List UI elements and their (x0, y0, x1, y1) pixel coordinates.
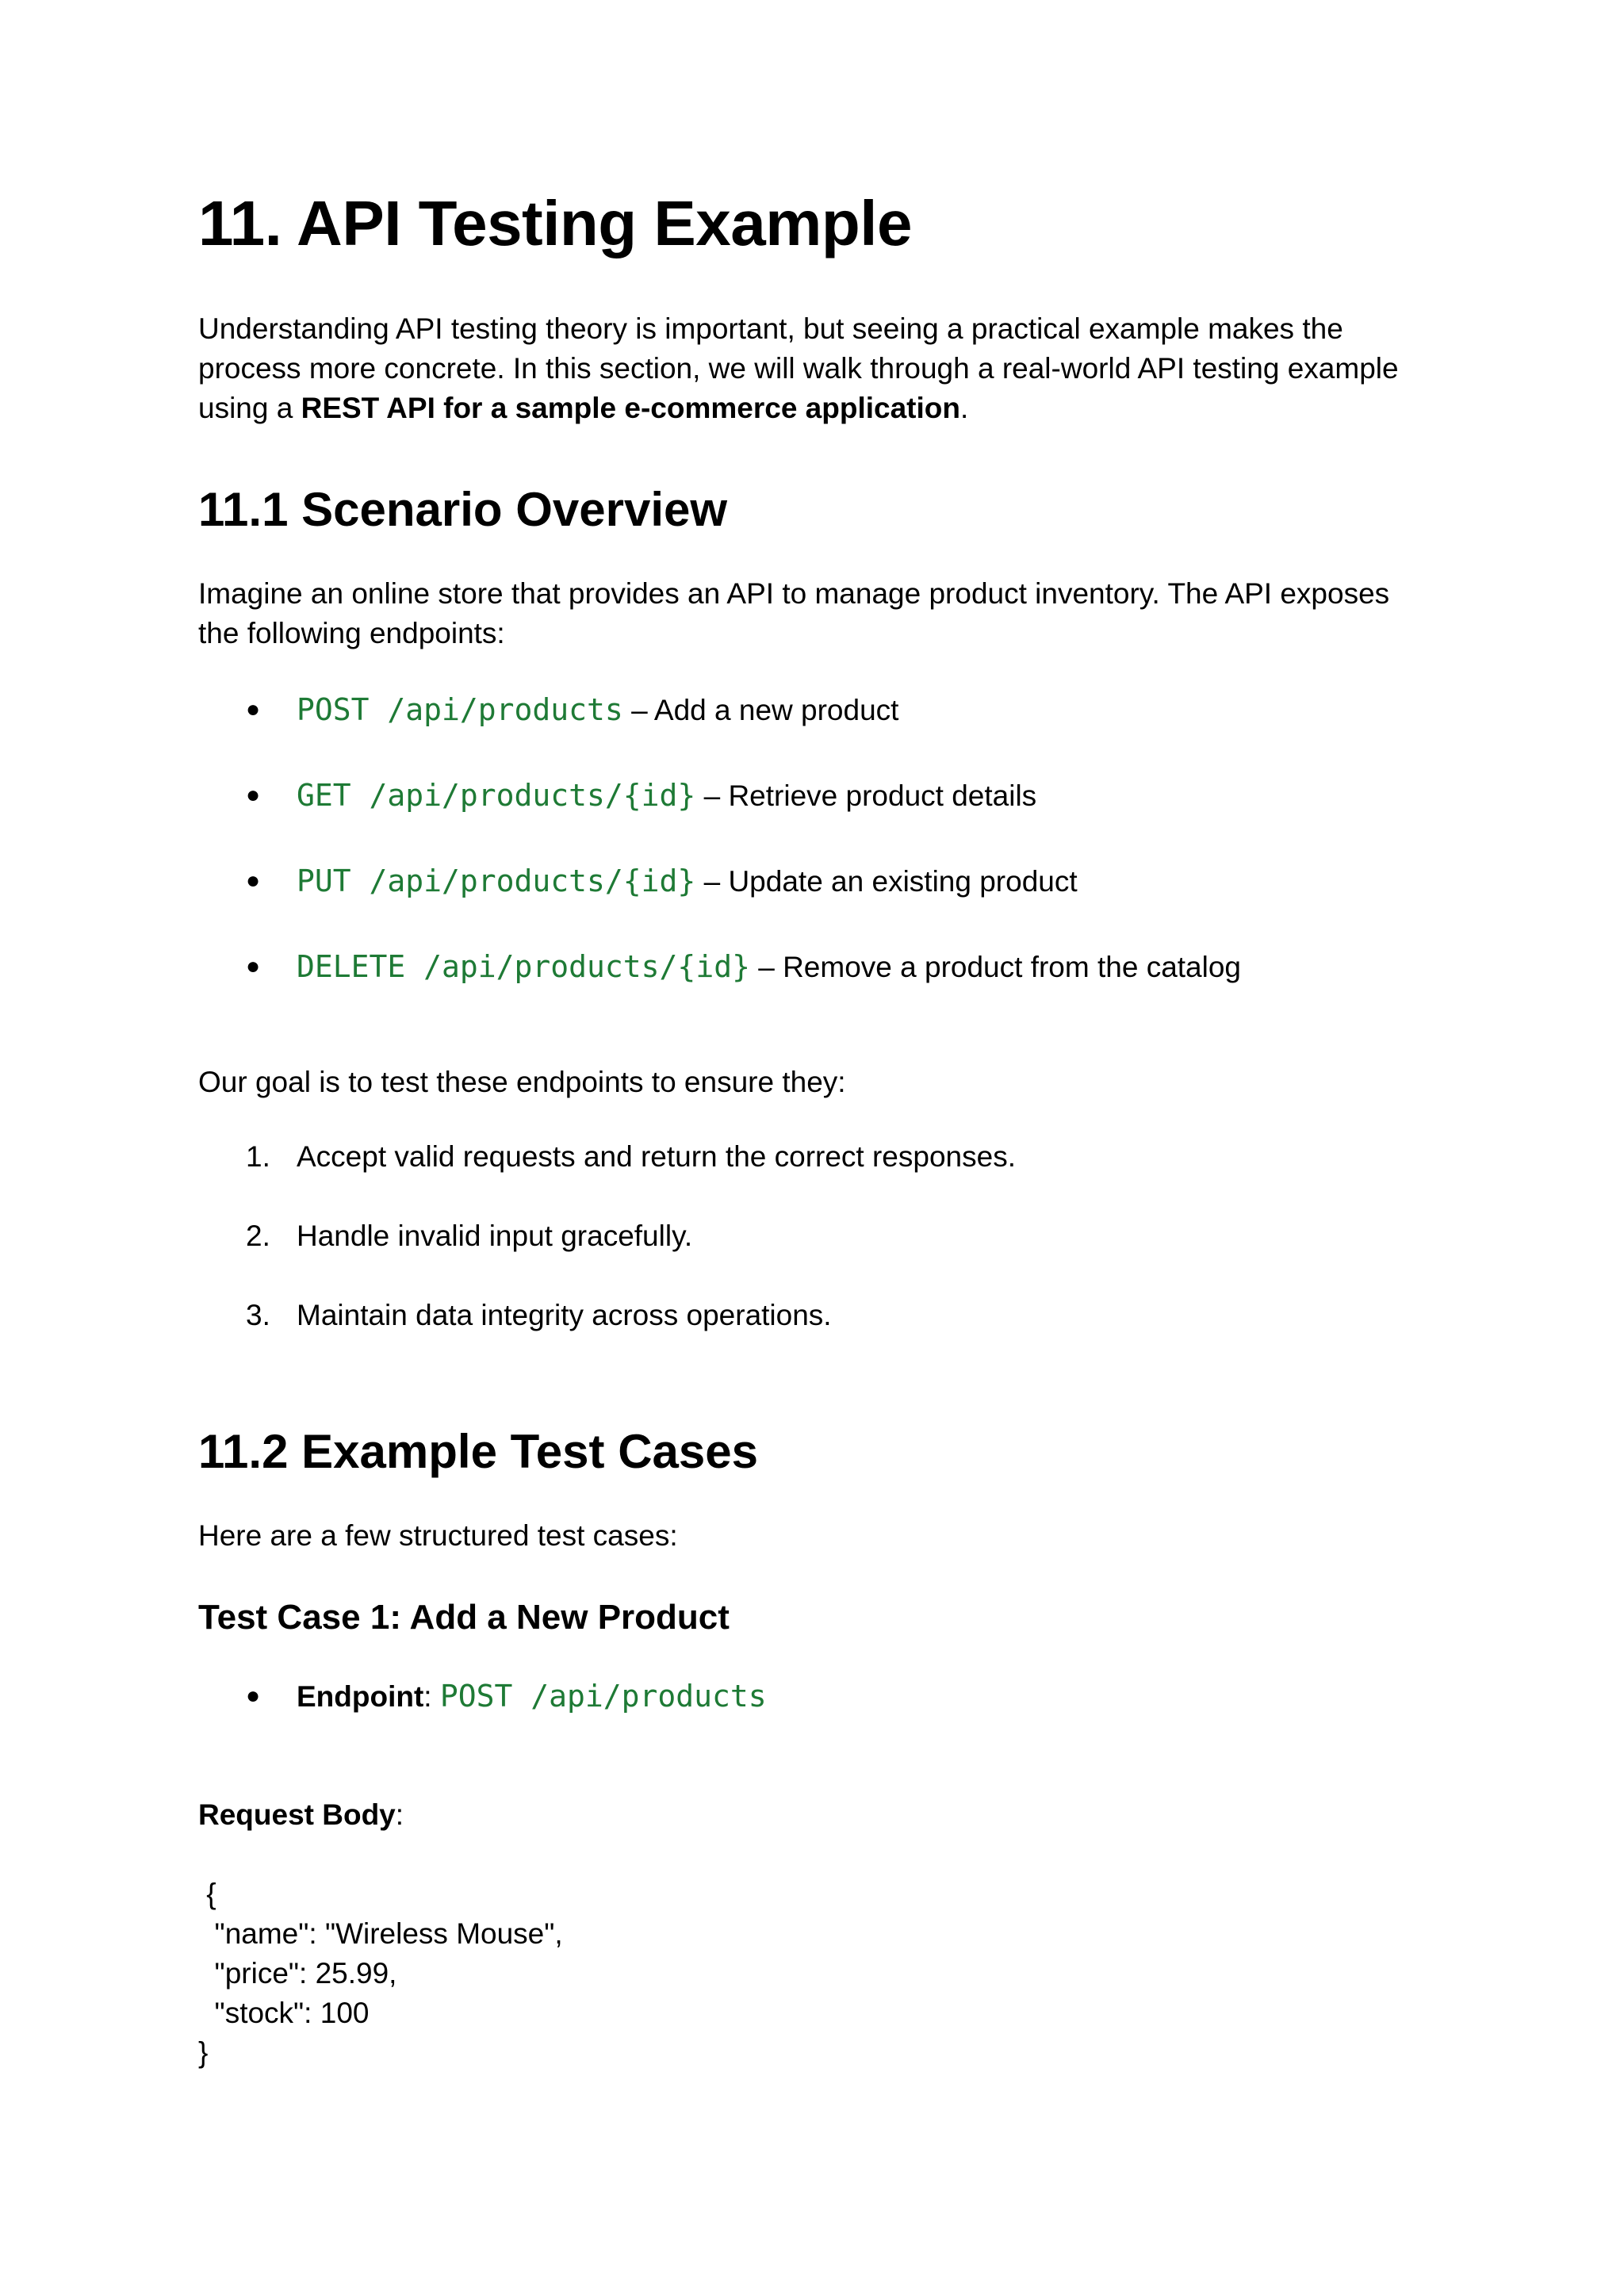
request-body-json (198, 1875, 1150, 2073)
section-heading-scenario: 11.1 Scenario Overview (198, 483, 728, 536)
list-number: 2. (246, 1220, 270, 1252)
intro-paragraph (198, 309, 1435, 428)
section-heading-test-cases: 11.2 Example Test Cases (198, 1425, 758, 1478)
json-line: "price": 25.99, (198, 1957, 397, 1990)
json-line: } (198, 2036, 209, 2069)
goal-text: Accept valid requests and return the correct responses. (297, 1140, 1016, 1173)
bullet-icon: ● (246, 696, 261, 722)
bullet-icon: ● (246, 867, 261, 894)
endpoint-description: – Retrieve product details (695, 779, 1037, 812)
intro-text: Understanding API testing theory is important, but seeing a practical example makes the process more concrete. In this section, we will walk through a real-world API testing example using a (198, 312, 1399, 424)
endpoint-description: – Add a new product (622, 694, 899, 726)
bullet-icon: ● (246, 782, 261, 808)
bullet-icon: ● (246, 1683, 261, 1709)
bullet-icon: ● (246, 953, 261, 979)
test-cases-paragraph: Here are a few structured test cases: (198, 1519, 678, 1552)
list-number: 3. (246, 1299, 270, 1331)
endpoint-code: DELETE /api/products/{id} (297, 949, 750, 984)
goal-paragraph: Our goal is to test these endpoints to ensure they: (198, 1066, 846, 1098)
endpoint-code: PUT /api/products/{id} (297, 864, 696, 898)
intro-text-end: . (959, 392, 969, 424)
intro-bold-text: REST API for a sample e-commerce application (301, 392, 960, 424)
endpoint-code: POST /api/products (439, 1679, 767, 1714)
json-line: "name": "Wireless Mouse", (198, 1917, 563, 1950)
json-line: "stock": 100 (198, 1997, 370, 2029)
endpoint-label: Endpoint (297, 1680, 424, 1713)
request-body-label-line (198, 1795, 1435, 1835)
endpoint-code: POST /api/products (297, 692, 623, 727)
endpoint-list (198, 690, 1435, 1007)
endpoint-description: – Update an existing product (695, 865, 1078, 898)
endpoint-code: GET /api/products/{id} (297, 778, 696, 813)
request-body-label: Request Body (198, 1798, 396, 1831)
page-title: 11. API Testing Example (198, 188, 912, 259)
json-line: { (198, 1878, 216, 1910)
test-case-details-list (198, 1676, 1435, 1724)
test-case-heading: Test Case 1: Add a New Product (198, 1598, 730, 1637)
goal-text: Handle invalid input gracefully. (297, 1220, 693, 1252)
request-body-separator: : (395, 1798, 404, 1831)
scenario-paragraph: Imagine an online store that provides an API to manage product inventory. The API exposes the following endpoints: (198, 577, 1390, 649)
list-number: 1. (246, 1140, 270, 1173)
goal-list (198, 1137, 1435, 1343)
goal-text: Maintain data integrity across operations. (297, 1299, 832, 1331)
endpoint-description: – Remove a product from the catalog (749, 951, 1241, 983)
endpoint-separator: : (423, 1680, 440, 1713)
